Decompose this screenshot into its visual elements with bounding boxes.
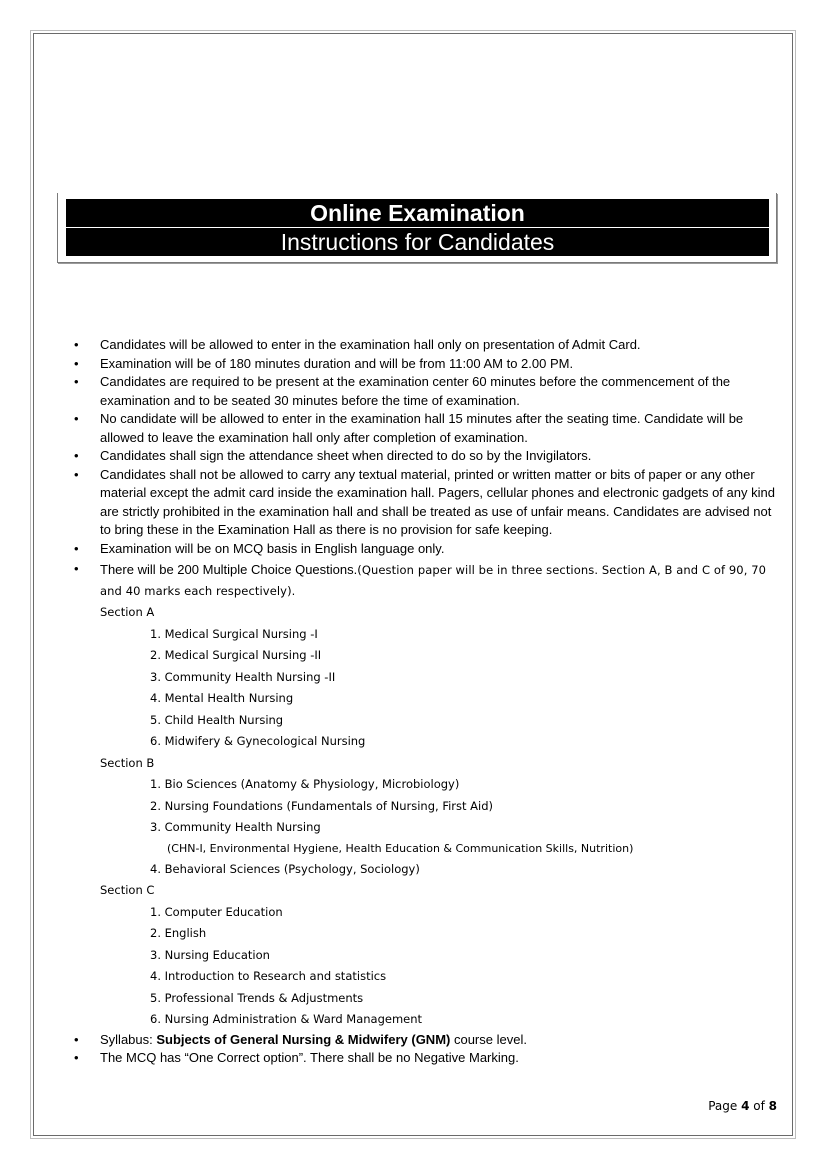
bullet-icon: • xyxy=(74,561,79,576)
list-item: • Candidates shall not be allowed to carry any textual material, printed or written matter or bits of paper or any other material except the admit card inside the examination hall. Pagers, cellular phones and electronic gadgets of any kind are strictly prohibited in the examination hall and shall be treated as use of unfair means. Candidates are advised not to bring these in the Examination Hall as there is no provision for safe keeping. xyxy=(74,466,775,537)
page-number: Page 4 of 8 xyxy=(708,1099,777,1113)
section-c-item: 6. Nursing Administration & Ward Management xyxy=(150,1012,423,1026)
section-a-item: 6. Midwifery & Gynecological Nursing xyxy=(150,734,366,748)
page-title: Online Examination xyxy=(66,199,769,227)
section-a-item: 2. Medical Surgical Nursing -II xyxy=(150,648,322,662)
bullet-icon: • xyxy=(74,466,79,482)
section-b-label: Section B xyxy=(100,755,155,770)
instructions-list xyxy=(66,336,778,602)
section-b-item: 1. Bio Sciences (Anatomy & Physiology, Microbiology) xyxy=(150,777,460,791)
page-subtitle: Instructions for Candidates xyxy=(66,228,769,256)
list-item: • No candidate will be allowed to enter in the examination hall 15 minutes after the seating time. Candidate will be allowed to leave the examination hall only after completion of examination. xyxy=(74,411,744,445)
bullet-icon: • xyxy=(74,1050,79,1065)
bullet-icon: • xyxy=(74,355,79,371)
section-c-item: 3. Nursing Education xyxy=(150,947,270,962)
list-item: • Examination will be of 180 minutes duration and will be from 11:00 AM to 2.00 PM. xyxy=(66,355,778,374)
section-b-item: 3. Community Health Nursing xyxy=(150,820,321,834)
section-b-item: 2. Nursing Foundations (Fundamentals of Nursing, First Aid) xyxy=(150,798,494,813)
bullet-icon: • xyxy=(74,540,79,556)
section-a-item: 5. Child Health Nursing xyxy=(150,712,284,727)
list-item: • Candidates are required to be present at the examination center 60 minutes before the commencement of the examination and to be seated 30 minutes before the time of examination. xyxy=(74,374,731,408)
list-item: • Candidates will be allowed to enter in the examination hall only on presentation of Admit Card. xyxy=(66,336,778,355)
bullet-icon: • xyxy=(74,448,79,463)
section-c-label: Section C xyxy=(100,883,155,897)
bullet-icon: • xyxy=(74,411,79,426)
section-b-note: (CHN-I, Environmental Hygiene, Health Education & Communication Skills, Nutrition) xyxy=(167,841,634,855)
section-a-item: 4. Mental Health Nursing xyxy=(150,691,294,705)
list-item: • Examination will be on MCQ basis in English language only. xyxy=(66,540,778,559)
section-a-label: Section A xyxy=(100,605,155,619)
section-a-item: 3. Community Health Nursing -II xyxy=(150,669,336,684)
instructions-content xyxy=(66,336,778,1068)
bullet-icon: • xyxy=(74,1031,79,1047)
bullet-icon: • xyxy=(74,337,79,352)
section-c-item: 5. Professional Trends & Adjustments xyxy=(150,990,364,1005)
section-c-item: 4. Introduction to Research and statistics xyxy=(150,969,387,983)
section-b-item: 4. Behavioral Sciences (Psychology, Sociology) xyxy=(150,861,420,876)
closing-list xyxy=(66,1031,778,1068)
section-c-item: 2. English xyxy=(150,926,207,940)
marking-bullet: • The MCQ has “One Correct option”. There shall be no Negative Marking. xyxy=(66,1049,778,1068)
syllabus-bullet: • Syllabus: Subjects of General Nursing & Midwifery (GNM) course level. xyxy=(66,1031,778,1050)
section-c-item: 1. Computer Education xyxy=(150,904,283,919)
list-item: • Candidates shall sign the attendance sheet when directed to do so by the Invigilators. xyxy=(66,447,778,466)
section-a-item: 1. Medical Surgical Nursing -I xyxy=(150,626,318,641)
mcq-bullet: • There will be 200 Multiple Choice Questions.(Question paper will be in three sections. Section A, B and C of 90, 70 and 40 marks each respectively). xyxy=(74,561,767,598)
bullet-icon: • xyxy=(74,374,79,389)
